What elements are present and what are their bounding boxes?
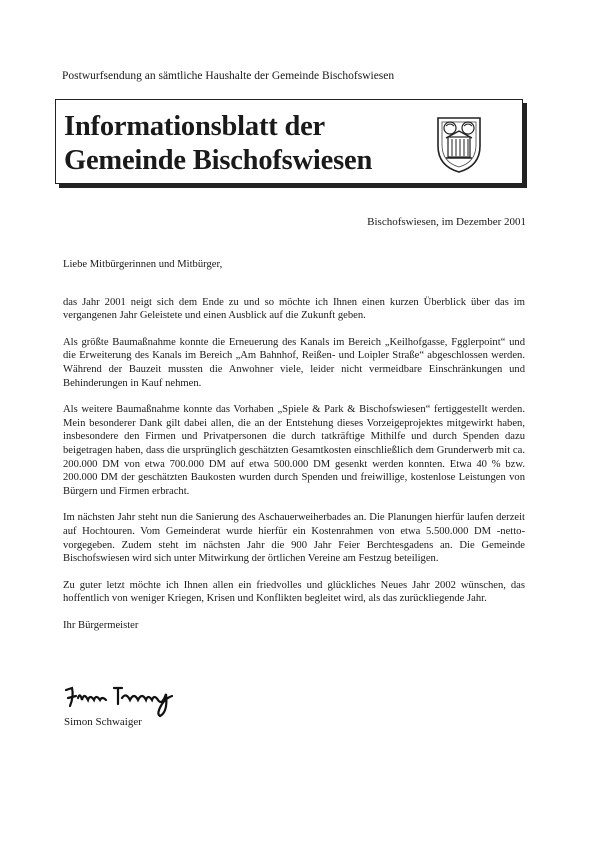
place-date: Bischofswiesen, im Dezember 2001 bbox=[367, 216, 526, 228]
title-box bbox=[55, 99, 523, 184]
salutation: Liebe Mitbürgerinnen und Mitbürger, bbox=[63, 259, 223, 270]
paragraph-2: Als größte Baumaßnahme konnte die Erneuerung des Kanals im Bereich „Keilhofgasse, Fgglerpoint“ und die Erweiterung des Kanals im Bereich „Am Bahnhof, Reißen- und Loipler Straße“ abgeschlossen werden. Während der Bauzeit mussten die Anwohner viele, leider nicht vermeidbare Einschränkungen und Behinderungen in Kauf nehmen. bbox=[63, 336, 525, 389]
paragraph-3: Als weitere Baumaßnahme konnte das Vorhaben „Spiele & Park & Bischofswiesen“ fertiggestellt werden. Mein besonderer Dank gilt dabei allen, die an der Entstehung dieses Vorzeigeprojektes mitgewirkt haben, insbesondere den Firmen und Privatpersonen die durch tatkräftige Mithilfe und durch Spenden dazu beigetragen haben, dass die ursprünglich geschätzten Gesamtkosten einschließlich dem Grunderwerb mit ca. 200.000 DM von etwa 700.000 DM auf etwa 500.000 DM gesenkt werden konnten. Etwa 40 % bzw. 200.000 DM der geschätzten Baukosten wurden durch Spenden und freiwillige, kostenlose Leistungen von Bürgern und Firmen erbracht. bbox=[63, 404, 525, 497]
signature bbox=[62, 676, 192, 718]
paragraph-5: Zu guter letzt möchte ich Ihnen allen ein friedvolles und glückliches Neues Jahr 2002 wünschen, das hoffentlich von weniger Kriegen, Krisen und Konflikten begleitet wird, als das zurückliegende Jahr. bbox=[63, 579, 525, 605]
coat-of-arms-icon bbox=[426, 110, 492, 176]
page-title bbox=[64, 110, 372, 178]
title-line-1: Informationsblatt der bbox=[64, 111, 325, 142]
mailing-note: Postwurfsendung an sämtliche Haushalte der Gemeinde Bischofswiesen bbox=[62, 70, 395, 82]
paragraph-4: Im nächsten Jahr steht nun die Sanierung des Aschauerweiherbades an. Die Planungen hierfür laufen derzeit auf Hochtouren. Vom Gemeinderat wurde hierfür ein Kostenrahmen von etwa 5.500.000 DM -netto- vorgegeben. Zudem steht im nächsten Jahr die 900 Jahr Feier Berchtesgadens an. Die Gemeinde Bischofswiesen wird sich unter Mitwirkung der örtlichen Vereine am Festzug beteiligen. bbox=[63, 512, 525, 565]
signer-name: Simon Schwaiger bbox=[64, 716, 142, 728]
title-line-2: Gemeinde Bischofswiesen bbox=[64, 145, 373, 176]
letter-body bbox=[63, 258, 525, 632]
closing: Ihr Bürgermeister bbox=[63, 619, 139, 631]
paragraph-1: das Jahr 2001 neigt sich dem Ende zu und so möchte ich Ihnen einen kurzen Überblick über das im vergangenen Jahr Geleistete und einen Ausblick auf die Zukunft geben. bbox=[63, 296, 525, 322]
